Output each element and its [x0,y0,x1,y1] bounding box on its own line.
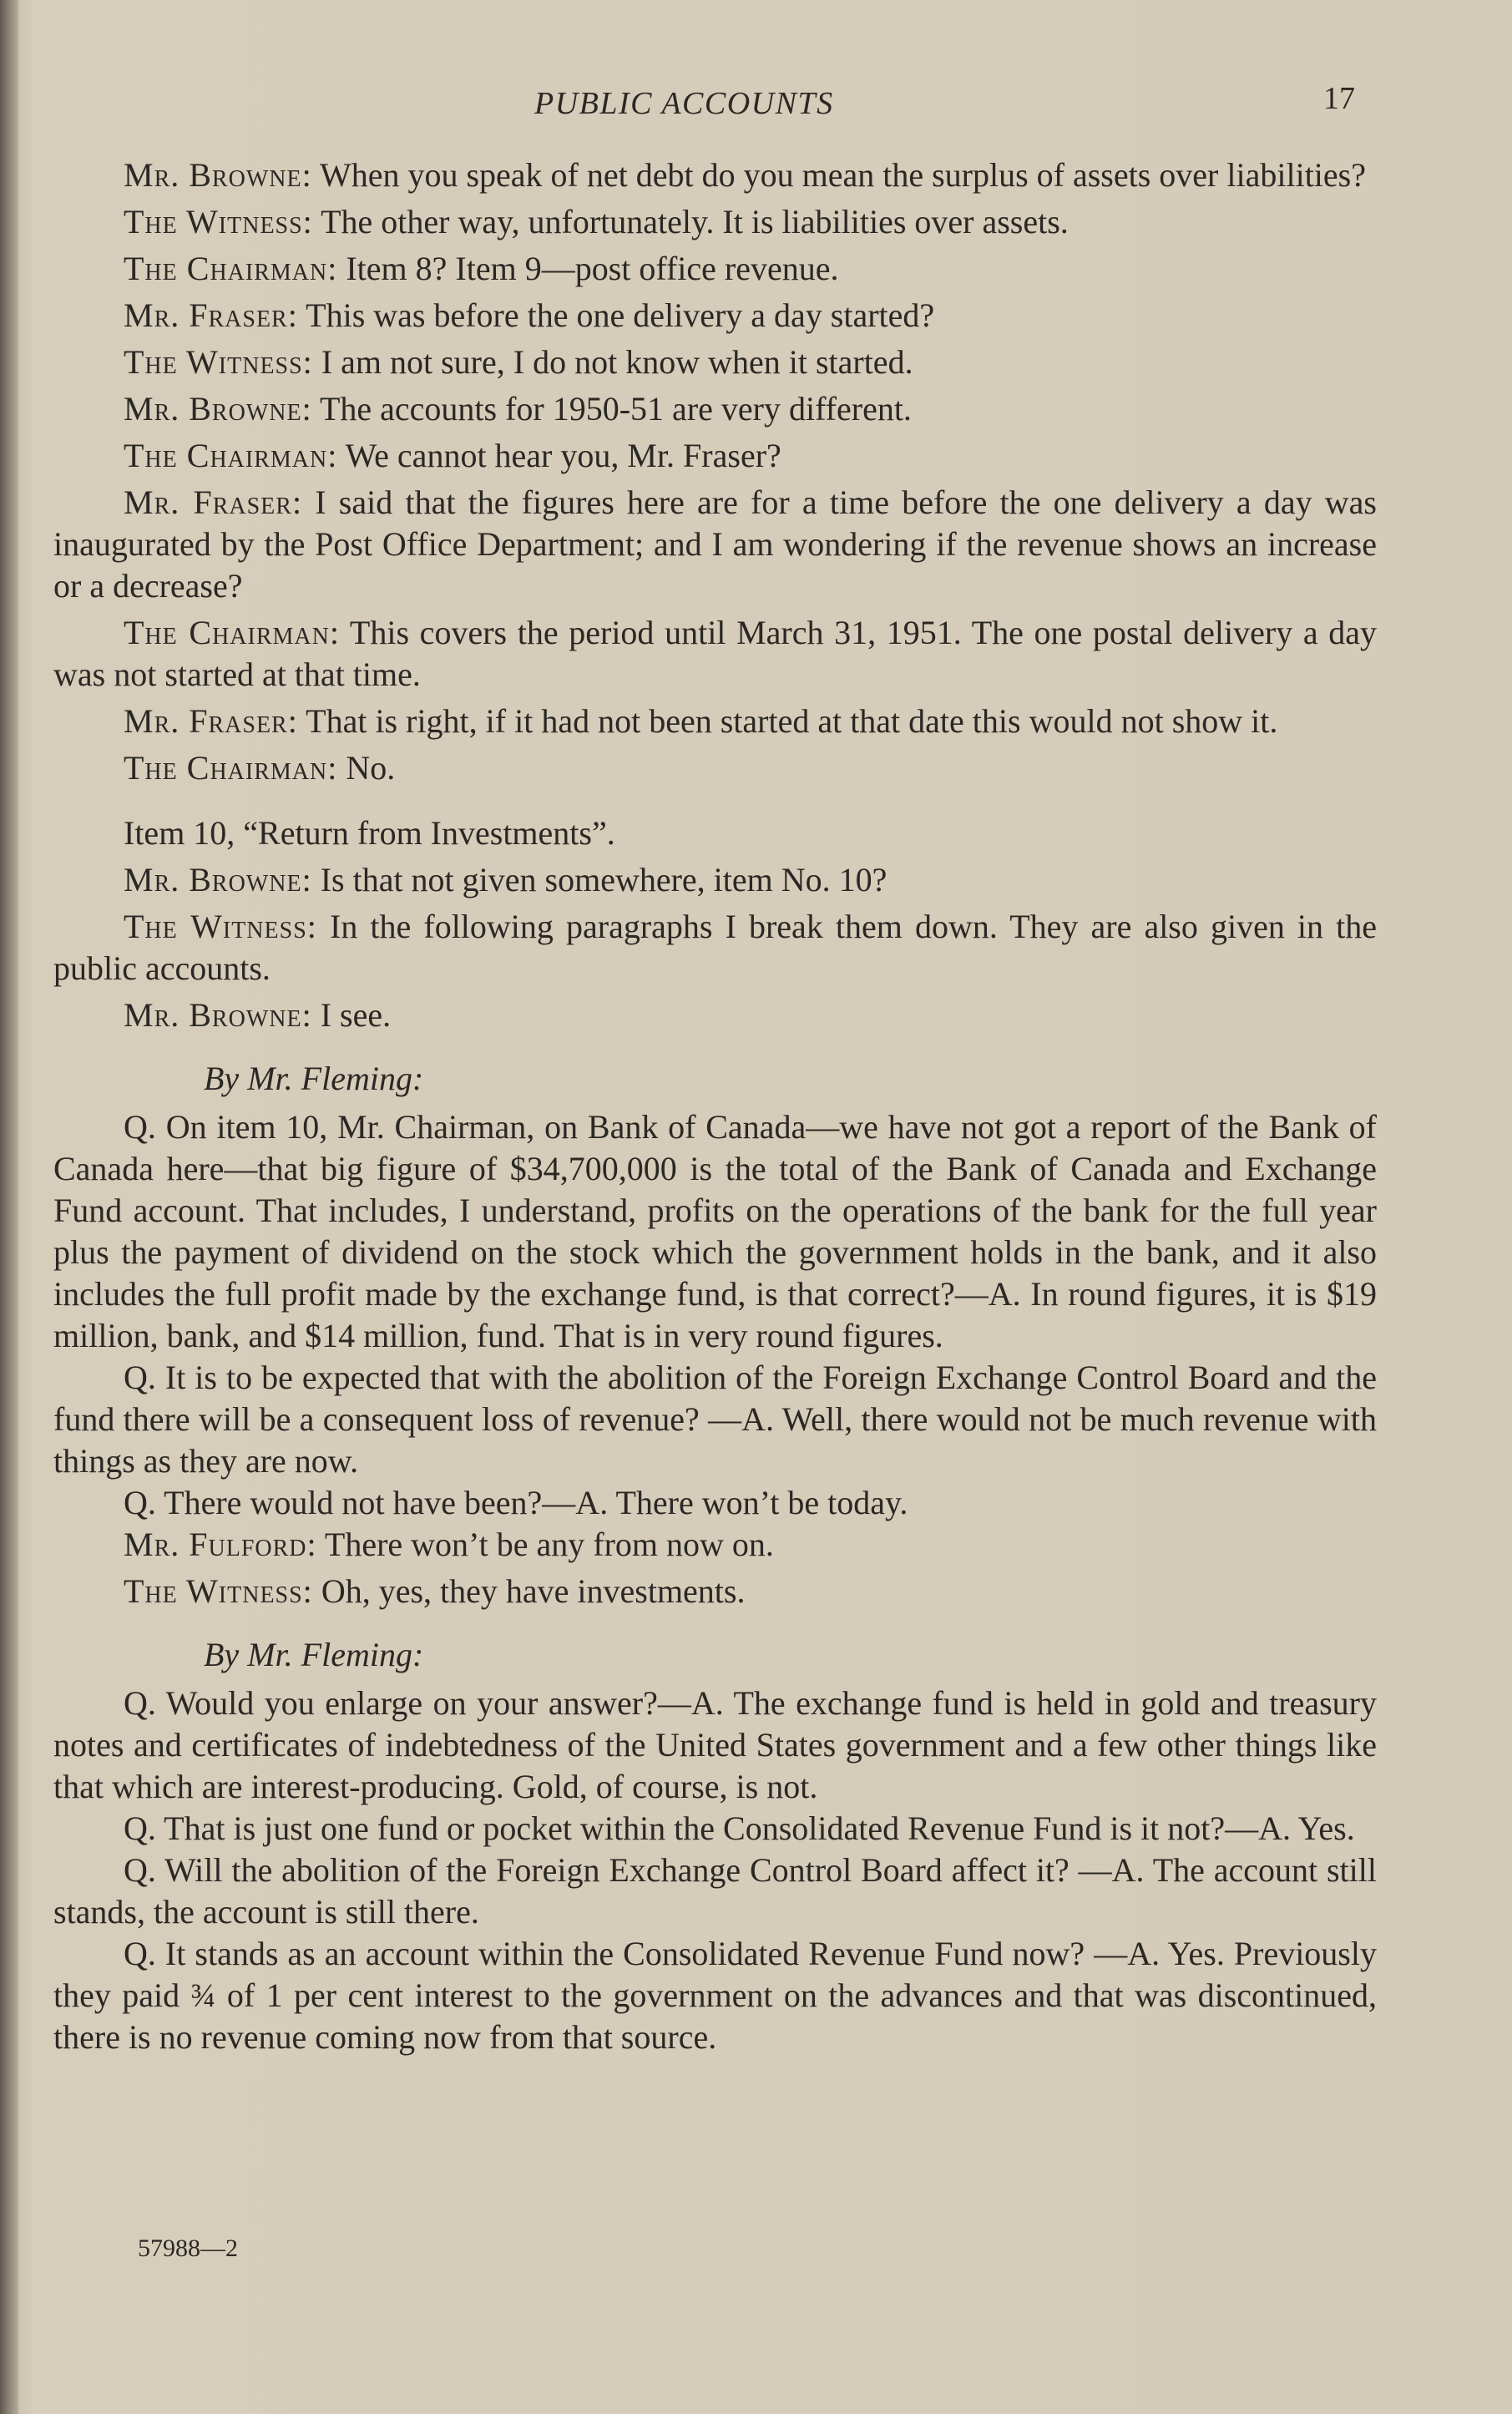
question-answer-paragraph: Q. That is just one fund or pocket within the Consolidated Revenue Fund is it not?—A. Yes. [124,1809,1355,1847]
paragraph-text: No. [346,749,396,787]
speaker-name: Mr. Fraser: [124,296,298,334]
paragraph-text: When you speak of net debt do you mean the surplus of assets over liabilities? [319,156,1366,194]
paragraph-text: I am not sure, I do not know when it started. [321,343,913,381]
question-answer-paragraph: Q. On item 10, Mr. Chairman, on Bank of Canada—we have not got a report of the Bank of Canada here—that big figure of $34,700,000 is the total of the Bank of Canada and Exchange Fund account. That includes, I understand, profits on the operations of the bank for the full year plus the payment of dividend on the stock which the government holds in the bank, and it also includes the full profit made by the exchange fund, is that correct?—A. In round figures, it is $19 million, bank, and $14 million, fund. That is in very round figures. [53,1108,1377,1354]
paragraph-text: The other way, unfortunately. It is liabilities over assets. [321,203,1069,240]
paragraph-text: This was before the one delivery a day started? [306,296,935,334]
speaker-name: The Witness: [124,203,313,240]
speaker-name: The Chairman: [124,437,338,474]
print-code: 57988—2 [138,2234,238,2262]
speaker-name: The Witness: [124,343,313,381]
speaker-name: Mr. Browne: [124,390,312,428]
paragraph-text: I see. [320,996,392,1034]
dialogue-paragraph [53,388,1377,430]
dialogue-paragraph [53,201,1377,243]
speaker-name: Mr. Browne: [124,156,312,194]
paragraph-text: There won’t be any from now on. [324,1526,774,1563]
paragraph-text: Oh, yes, they have investments. [321,1572,746,1610]
paragraph-text: I said that the figures here are for a time before the one delivery a day was inaugurated by the Post Office Department; and I am wondering if the revenue shows an increase or a decrease? [53,483,1378,605]
question-answer-paragraph: Q. Would you enlarge on your answer?—A. The exchange fund is held in gold and treasury notes and certificates of indebtedness of the United States government and a few other things like that which are interest-producing. Gold, of course, is not. [53,1684,1377,1805]
speaker-name: Mr. Fraser: [124,702,298,740]
dialogue-paragraph [53,701,1377,742]
speaker-name: The Chairman: [124,250,338,287]
page-body [53,154,1377,2058]
speaker-name: Mr. Fraser: [124,483,303,521]
paragraph-text: We cannot hear you, Mr. Fraser? [345,437,781,474]
dialogue-paragraph [53,154,1377,196]
dialogue-paragraph [53,1571,1377,1612]
item-heading: Item 10, “Return from Investments”. [124,814,615,852]
dialogue-paragraph [53,747,1377,789]
running-head: PUBLIC ACCOUNTS [534,86,834,121]
dialogue-paragraph [53,248,1377,290]
dialogue-paragraph [53,435,1377,477]
question-answer-paragraph: Q. It stands as an account within the Consolidated Revenue Fund now? —A. Yes. Previously they paid ¾ of 1 per cent interest to the government on the advances and that was discontinued, there is no revenue coming now from that source. [53,1935,1377,2056]
dialogue-paragraph [53,994,1377,1036]
dialogue-paragraph [53,295,1377,337]
book-spine-shadow [0,0,18,2414]
question-answer-paragraph: Q. Will the abolition of the Foreign Exchange Control Board affect it? —A. The account still stands, the account is still there. [53,1851,1377,1931]
question-answer-paragraph: Q. There would not have been?—A. There won’t be today. [124,1484,908,1521]
speaker-name: The Witness: [124,908,317,945]
speaker-name: The Chairman: [124,614,340,651]
examiner-byline: By Mr. Fleming: [204,1636,424,1673]
speaker-name: The Witness: [124,1572,313,1610]
paragraph-text: Is that not given somewhere, item No. 10? [320,861,887,898]
dialogue-paragraph [53,482,1377,607]
dialogue-paragraph [53,906,1377,989]
dialogue-paragraph [53,859,1377,901]
question-answer-paragraph: Q. It is to be expected that with the abolition of the Foreign Exchange Control Board and the fund there will be a consequent loss of revenue? —A. Well, there would not be much revenue with things as they are now. [53,1359,1377,1480]
dialogue-paragraph [53,342,1377,383]
paragraph-text: In the following paragraphs I break them down. They are also given in the public accounts. [53,908,1377,987]
examiner-byline: By Mr. Fleming: [204,1060,424,1097]
paragraph-text: The accounts for 1950-51 are very different. [319,390,912,428]
paragraph-text: Item 8? Item 9—post office revenue. [346,250,839,287]
speaker-name: The Chairman: [124,749,338,787]
speaker-name: Mr. Fulford: [124,1526,317,1563]
paragraph-text: This covers the period until March 31, 1951. The one postal delivery a day was not started at that time. [53,614,1377,693]
page-number: 17 [1323,81,1355,116]
speaker-name: Mr. Browne: [124,996,312,1034]
speaker-name: Mr. Browne: [124,861,312,898]
dialogue-paragraph [53,1524,1377,1566]
paragraph-text: That is right, if it had not been started at that date this would not show it. [306,702,1278,740]
dialogue-paragraph [53,612,1377,696]
page-header [0,80,1512,130]
